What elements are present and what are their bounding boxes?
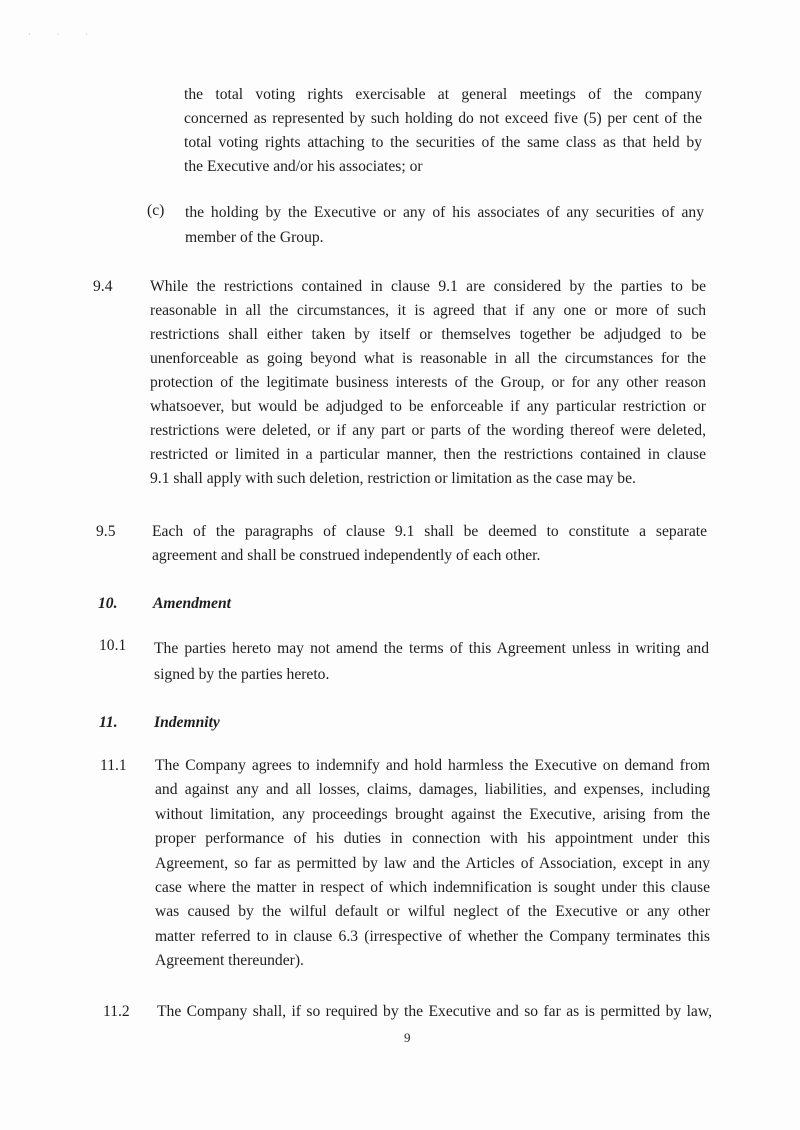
- text-line: The parties hereto may not amend the terms of this Agreement unless in writing and: [154, 640, 709, 657]
- text-line: Agreement thereunder).: [155, 952, 304, 970]
- text-line: was caused by the wilful default or wilful neglect of the Executive or any other: [155, 903, 710, 921]
- text-line: agreement and shall be construed independently of each other.: [152, 547, 541, 564]
- clause-11-2: [157, 1000, 712, 1024]
- section-number: 11.: [99, 714, 118, 731]
- clause-10-1: [154, 634, 709, 687]
- clause-number: 11.1: [100, 757, 127, 774]
- text-line: Each of the paragraphs of clause 9.1 shall be deemed to constitute a separate: [152, 523, 707, 540]
- text-line: total voting rights attaching to the securities of the same class as that held by: [184, 134, 702, 151]
- section-heading: Indemnity: [154, 714, 220, 731]
- clause-11-1: [155, 754, 710, 973]
- text-line: restrictions shall either taken by itself or themselves together be adjudged to be: [150, 326, 706, 343]
- text-line: unenforceable as going beyond what is reasonable in all the circumstances for the: [150, 350, 706, 367]
- page-number: 9: [404, 1030, 411, 1045]
- text-line: signed by the parties hereto.: [154, 666, 330, 683]
- section-heading: Amendment: [153, 595, 231, 612]
- clause-number: (c): [147, 202, 165, 219]
- text-line: case where the matter in respect of which indemnification is sought under this clause: [155, 878, 710, 896]
- text-line: 9.1 shall apply with such deletion, restriction or limitation as the case may be.: [150, 470, 636, 487]
- clause-c: [185, 199, 704, 250]
- text-line: restricted or limited in a particular manner, then the restrictions contained in clause: [150, 446, 706, 463]
- clause-number: 9.5: [96, 523, 116, 540]
- text-line: and against any and all losses, claims, damages, liabilities, and expenses, including: [155, 781, 710, 799]
- text-line: the holding by the Executive or any of his associates of any securities of any: [185, 204, 704, 221]
- text-line: The Company agrees to indemnify and hold harmless the Executive on demand from: [155, 757, 710, 774]
- scan-specks: · · ·: [28, 30, 100, 39]
- text-line: the Executive and/or his associates; or: [184, 158, 423, 175]
- text-line: matter referred to in clause 6.3 (irrespective of whether the Company terminates this: [155, 927, 710, 945]
- text-line: whatsoever, but would be adjudged to be enforceable if any particular restriction or: [150, 398, 706, 415]
- section-number: 10.: [98, 595, 118, 612]
- text-line: Agreement, so far as permitted by law and the Articles of Association, except in any: [155, 854, 710, 872]
- text-line: the total voting rights exercisable at general meetings of the company: [184, 86, 702, 103]
- text-line: The Company shall, if so required by the Executive and so far as is permitted by law,: [157, 1003, 712, 1020]
- text-line: protection of the legitimate business interests of the Group, or for any other reason: [150, 374, 706, 391]
- text-line: member of the Group.: [185, 229, 324, 246]
- clause-number: 11.2: [103, 1003, 130, 1020]
- clause-number: 10.1: [99, 637, 127, 654]
- paragraph-continuation: [184, 83, 702, 179]
- clause-9-5: [152, 520, 707, 568]
- text-line: proper performance of his duties in connection with his appointment under this: [155, 830, 710, 848]
- clause-number: 9.4: [93, 278, 113, 295]
- text-line: without limitation, any proceedings brought against the Executive, arising from the: [155, 805, 710, 823]
- text-line: reasonable in all the circumstances, it is agreed that if any one or more of such: [150, 302, 706, 319]
- text-line: concerned as represented by such holding do not exceed five (5) per cent of the: [184, 110, 702, 127]
- text-line: restrictions were deleted, or if any part or parts of the wording thereof were deleted,: [150, 422, 706, 439]
- clause-9-4: [150, 275, 706, 491]
- text-line: While the restrictions contained in clause 9.1 are considered by the parties to be: [150, 278, 706, 295]
